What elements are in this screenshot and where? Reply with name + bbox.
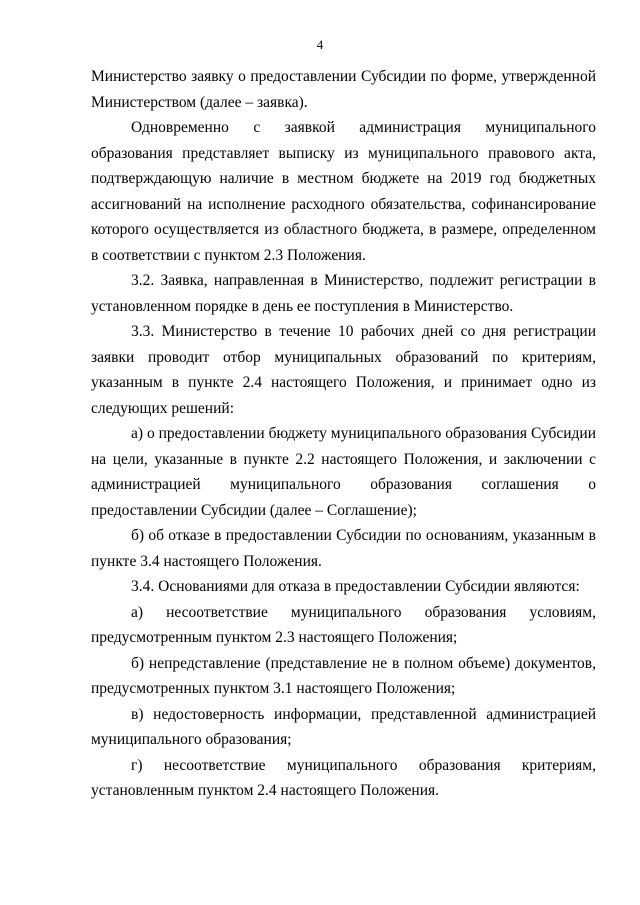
paragraph-clause-3-2: 3.2. Заявка, направленная в Министерство, подлежит регистрации в установленном порядке в день ее поступления в Министерство. xyxy=(91,272,596,315)
page-number: 4 xyxy=(316,37,324,52)
paragraph-clause-3-4-c: в) недостоверность информации, представленной администрацией муниципального образования; xyxy=(91,705,596,748)
paragraph-intro-continuation: Министерство заявку о предоставлении Субсидии по форме, утвержденной Министерством (далее – заявка). xyxy=(91,68,596,111)
document-body xyxy=(91,64,596,804)
paragraph-clause-3-4-b: б) непредставление (представление не в полном объеме) документов, предусмотренных пунктом 3.1 настоящего Положения; xyxy=(91,654,596,697)
paragraph-clause-3-3: 3.3. Министерство в течение 10 рабочих дней со дня регистрации заявки проводит отбор муниципальных образований по критериям, указанным в пункте 2.4 настоящего Положения, и принимает одно из следующих решений: xyxy=(91,323,596,417)
paragraph-clause-3-4: 3.4. Основаниями для отказа в предоставлении Субсидии являются: xyxy=(131,578,580,595)
paragraph-clause-3-3-b: б) об отказе в предоставлении Субсидии по основаниям, указанным в пункте 3.4 настоящего Положения. xyxy=(91,527,596,570)
paragraph-clause-3-3-a: а) о предоставлении бюджету муниципального образования Субсидии на цели, указанные в пункте 2.2 настоящего Положения, и заключении с администрацией муниципального образования соглашения о предоставлении Субсидии (далее – Соглашение); xyxy=(91,425,596,519)
paragraph-clause-3-4-a: а) несоответствие муниципального образования условиям, предусмотренным пунктом 2.3 настоящего Положения; xyxy=(91,603,596,646)
paragraph-simultaneous-submission: Одновременно с заявкой администрация муниципального образования представляет выписку из муниципального правового акта, подтверждающую наличие в местном бюджете на 2019 год бюджетных ассигнований на исполнение расходного обязательства, софинансирование которого осуществляется из областного бюджета, в размере, определенном в соответствии с пунктом 2.3 Положения. xyxy=(91,119,596,264)
paragraph-clause-3-4-d: г) несоответствие муниципального образования критериям, установленным пунктом 2.4 настоящего Положения. xyxy=(91,756,596,799)
